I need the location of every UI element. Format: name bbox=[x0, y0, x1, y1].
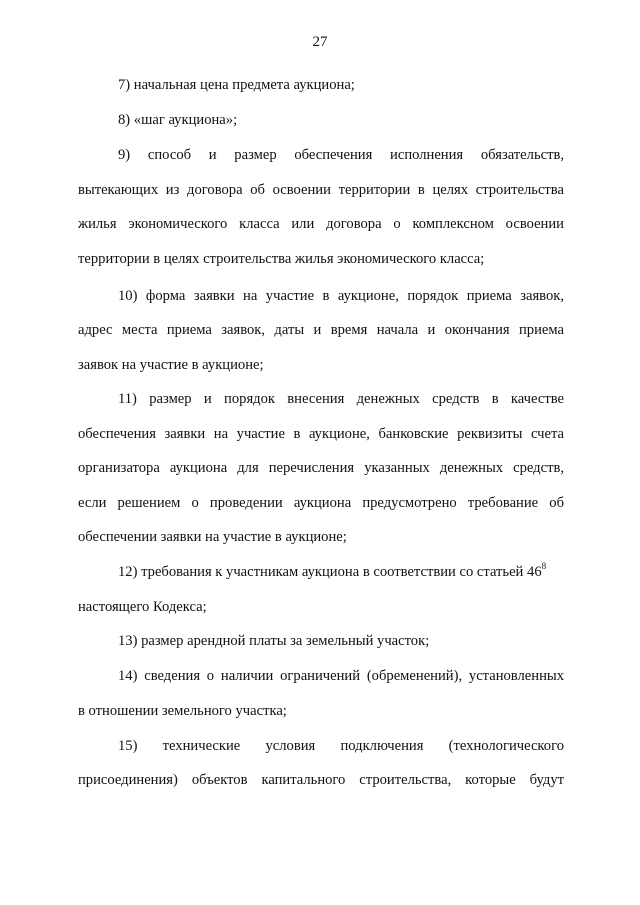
list-item-9-line-1: 9) способ и размер обеспечения исполнения обязательств, bbox=[118, 147, 564, 163]
list-item-8: 8) «шаг аукциона»; bbox=[118, 112, 238, 128]
article-superscript: 8 bbox=[541, 561, 547, 571]
list-item-9-line-2: вытекающих из договора об освоении территории в целях строительства bbox=[78, 182, 564, 198]
list-item-9-line-3: жилья экономического класса или договора о комплексном освоении bbox=[78, 216, 564, 232]
list-item-12-line-1 bbox=[118, 563, 564, 581]
list-item-14-line-2: в отношении земельного участка; bbox=[78, 703, 287, 719]
list-item-12-line-2: настоящего Кодекса; bbox=[78, 599, 207, 615]
list-item-10-line-2: адрес места приема заявок, даты и время начала и окончания приема bbox=[78, 322, 564, 338]
list-item-11-line-4: если решением о проведении аукциона предусмотрено требование об bbox=[78, 495, 564, 511]
list-item-14-line-1: 14) сведения о наличии ограничений (обременений), установленных bbox=[118, 668, 564, 684]
list-item-10-line-3: заявок на участие в аукционе; bbox=[78, 357, 264, 373]
list-item-13: 13) размер арендной платы за земельный участок; bbox=[118, 633, 430, 649]
page-number: 27 bbox=[312, 34, 328, 50]
list-item-11-line-1: 11) размер и порядок внесения денежных средств в качестве bbox=[118, 391, 564, 407]
list-item-10-line-1: 10) форма заявки на участие в аукционе, порядок приема заявок, bbox=[118, 288, 564, 304]
list-item-11-line-5: обеспечении заявки на участие в аукционе; bbox=[78, 529, 347, 545]
list-item-15-line-2: присоединения) объектов капитального строительства, которые будут bbox=[78, 772, 564, 788]
list-item-7: 7) начальная цена предмета аукциона; bbox=[118, 77, 355, 93]
list-item-12-text: 12) требования к участникам аукциона в соответствии со статьей 46 bbox=[118, 564, 542, 580]
list-item-15-line-1: 15) технические условия подключения (технологического bbox=[118, 738, 564, 754]
list-item-9-line-4: территории в целях строительства жилья экономического класса; bbox=[78, 251, 485, 267]
list-item-11-line-2: обеспечения заявки на участие в аукционе, банковские реквизиты счета bbox=[78, 426, 564, 442]
list-item-11-line-3: организатора аукциона для перечисления указанных денежных средств, bbox=[78, 460, 564, 476]
